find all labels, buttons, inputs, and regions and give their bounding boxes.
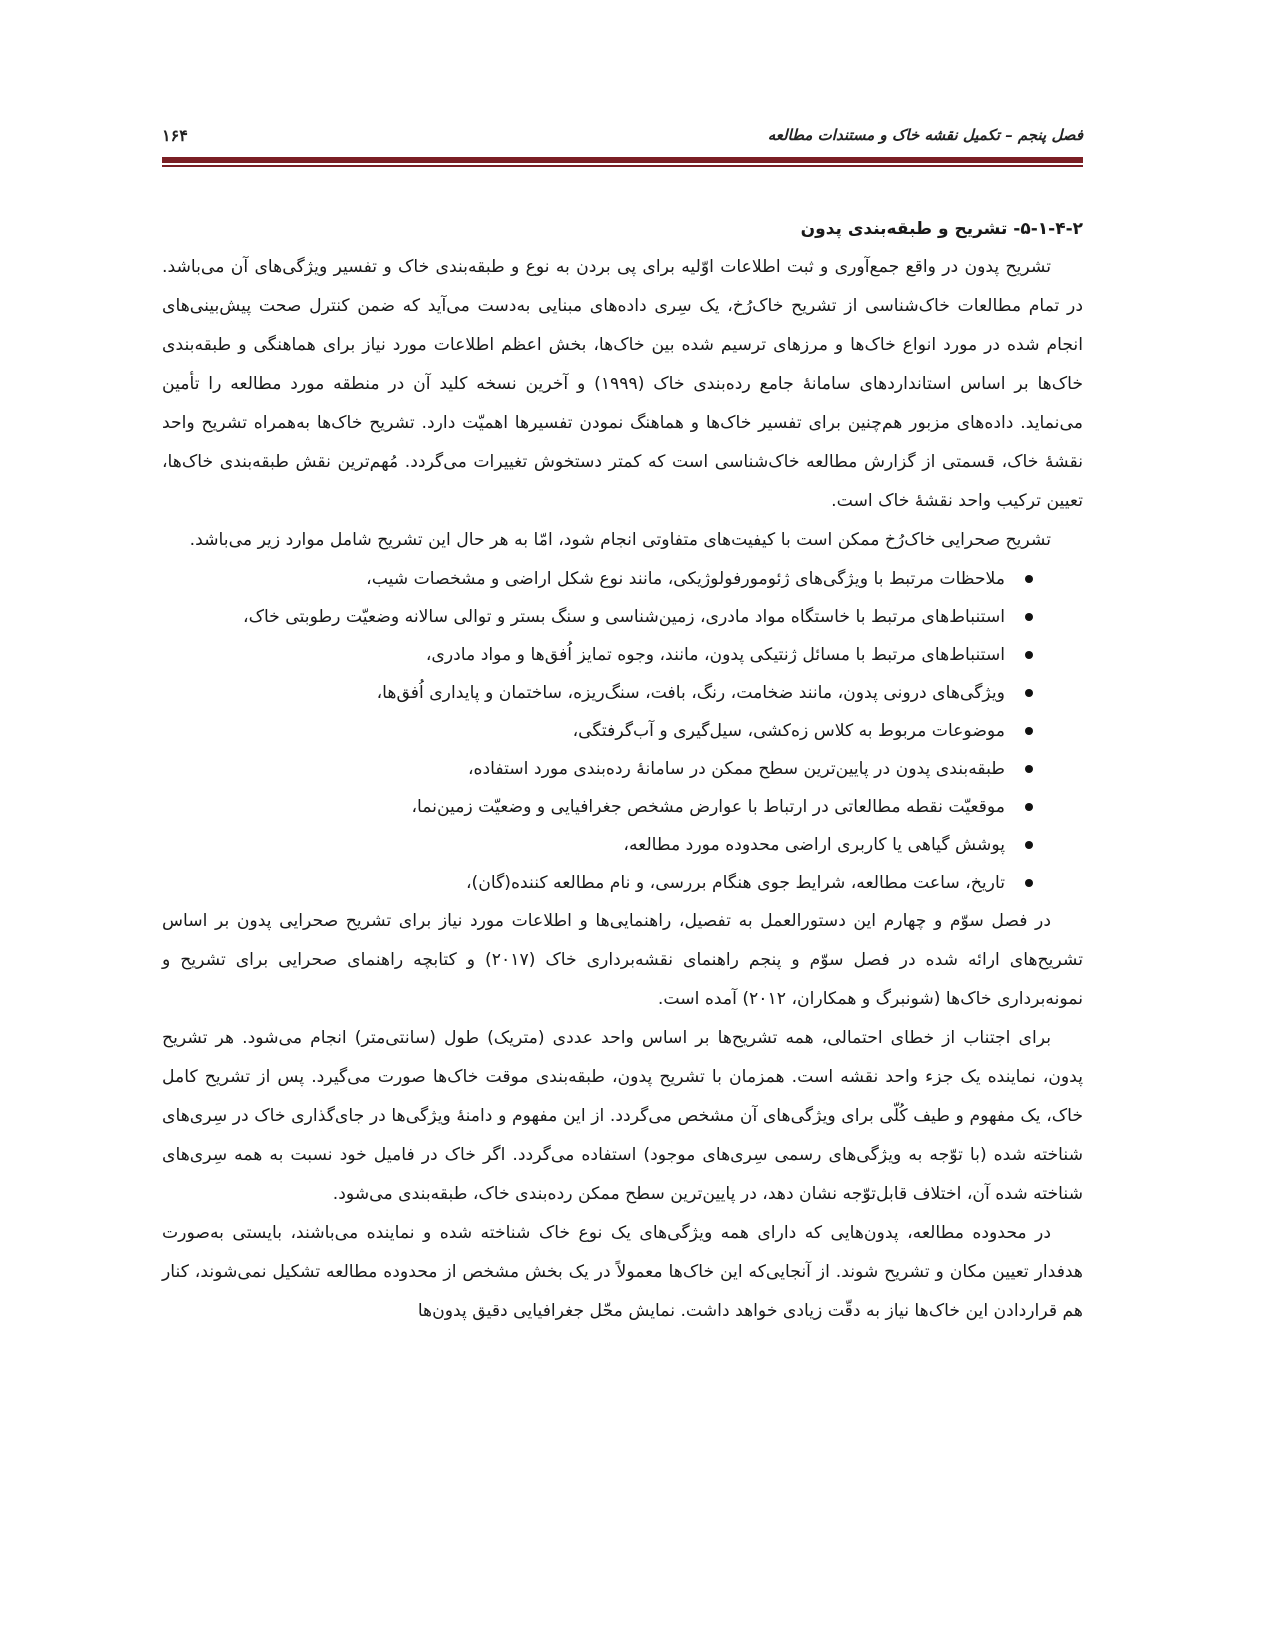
bullet-text: استنباط‌های مرتبط با خاستگاه مواد مادری، زمین‌شناسی و سنگ بستر و توالی سالانه وضعیّت رطوبتی خاک، <box>243 607 1005 627</box>
bullet-icon <box>1025 727 1033 735</box>
bullet-text: موقعیّت نقطه مطالعاتی در ارتباط با عوارض مشخص جغرافیایی و وضعیّت زمین‌نما، <box>411 797 1005 817</box>
bullet-item <box>162 636 1033 674</box>
bullet-icon <box>1025 613 1033 621</box>
paragraph-units: برای اجتناب از خطای احتمالی، همه تشریح‌ها بر اساس واحد عددی (متریک) طول (سانتی‌متر) انجام می‌شود. هر تشریح پدون، نماینده یک جزء واحد نقشه است. همزمان با تشریح پدون، طبقه‌بندی موقت خاک‌ها صورت می‌گیرد. پس از تشریح کامل خاک، یک مفهوم و طیف کُلّی برای ویژگی‌های آن مشخص می‌گردد. از این مفهوم و دامنهٔ ویژگی‌ها در جای‌گذاری خاک در سِری‌های شناخته شده (با توّجه به ویژگی‌های رسمی سِری‌های موجود) استفاده می‌گردد. اگر خاک در فامیل خود نسبت به همه سِری‌های شناخته شده آن، اختلاف قابل‌توّجه نشان دهد، در پایین‌ترین سطح ممکن رده‌بندی خاک، طبقه‌بندی می‌شود. <box>162 1028 1083 1204</box>
bullet-item <box>162 674 1033 712</box>
header-rule-thin <box>162 165 1083 167</box>
running-header <box>162 122 1083 152</box>
page-number: ۱۶۴ <box>162 126 188 145</box>
bullet-icon <box>1025 689 1033 697</box>
bullet-text: ملاحظات مرتبط با ویژگی‌های ژئومورفولوژیکی، مانند نوع شکل اراضی و مشخصات شیب، <box>366 569 1005 589</box>
bullet-icon <box>1025 651 1033 659</box>
bullet-item <box>162 560 1033 598</box>
bullet-item <box>162 788 1033 826</box>
bullet-list <box>162 560 1083 902</box>
bullet-text: پوشش گیاهی یا کاربری اراضی محدوده مورد مطالعه، <box>623 835 1005 855</box>
paragraph-study-area: در محدوده مطالعه، پدون‌هایی که دارای همه ویژگی‌های یک نوع خاک شناخته شده و نماینده می‌باشند، بایستی به‌صورت هدفدار تعیین مکان و تشریح شوند. از آنجایی‌که این خاک‌ها معمولاً در یک بخش مشخص از محدوده مطالعه تشکیل نمی‌شوند، کنار هم قراردادن این خاک‌ها نیاز به دقّت زیادی خواهد داشت. نمایش محّل جغرافیایی دقیق پدون‌ها <box>162 1223 1083 1321</box>
bullet-text: موضوعات مربوط به کلاس زه‌کشی، سیل‌گیری و آب‌گرفتگی، <box>572 721 1005 741</box>
bullet-item <box>162 826 1033 864</box>
bullet-icon <box>1025 765 1033 773</box>
bullet-text: استنباط‌های مرتبط با مسائل ژنتیکی پدون، مانند، وجوه تمایز اُفق‌ها و مواد مادری، <box>425 645 1005 665</box>
chapter-title: فصل پنجم – تکمیل نقشه خاک و مستندات مطالعه <box>767 126 1083 144</box>
body-content <box>162 212 1083 1331</box>
bullet-item <box>162 712 1033 750</box>
paragraph-field-description: تشریح صحرایی خاک‌رُخ ممکن است با کیفیت‌های متفاوتی انجام شود، امّا به هر حال این تشریح شامل موارد زیر می‌باشد. <box>189 530 1051 550</box>
bullet-text: ویژگی‌های درونی پدون، مانند ضخامت، رنگ، بافت، سنگ‌ریزه، ساختمان و پایداری اُفق‌ها، <box>376 683 1005 703</box>
bullet-icon <box>1025 879 1033 887</box>
bullet-item <box>162 750 1033 788</box>
paragraph-intro: تشریح پدون در واقع جمع‌آوری و ثبت اطلاعات اوّلیه برای پی بردن به نوع و طبقه‌بندی خاک و تفسیر ویژگی‌های آن می‌باشد. در تمام مطالعات خاک‌شناسی از تشریح خاک‌رُخ، یک سِری داده‌های مبنایی به‌دست می‌آید که ضمن کنترل صحت پیش‌بینی‌های انجام شده در مورد انواع خاک‌ها و مرزهای ترسیم شده بین خاک‌ها، بخش اعظم اطلاعات مورد نیاز برای هماهنگی و طبقه‌بندی خاک‌ها بر اساس استانداردهای سامانهٔ جامع رده‌بندی خاک (۱۹۹۹) و آخرین نسخه کلید آن در منطقه مورد مطالعه را تأمین می‌نماید. داده‌های مزبور هم‌چنین برای تفسیر خاک‌ها و هماهنگ نمودن تفسیرها اهمیّت دارد. تشریح خاک‌ها به‌همراه تشریح واحد نقشهٔ خاک، قسمتی از گزارش مطالعه خاک‌شناسی است که کمتر دستخوش تغییرات می‌گردد. مُهم‌ترین نقش طبقه‌بندی خاک‌ها، تعیین ترکیب واحد نقشهٔ خاک است. <box>162 257 1083 511</box>
bullet-icon <box>1025 575 1033 583</box>
bullet-icon <box>1025 841 1033 849</box>
bullet-text: طبقه‌بندی پدون در پایین‌ترین سطح ممکن در سامانهٔ رده‌بندی مورد استفاده، <box>467 759 1005 779</box>
paragraph-guidelines: در فصل سوّم و چهارم این دستورالعمل به تفصیل، راهنمایی‌ها و اطلاعات مورد نیاز برای تشریح صحرایی پدون بر اساس تشریح‌های ارائه شده در فصل سوّم و پنجم راهنمای نقشه‌برداری خاک (۲۰۱۷) و کتابچه راهنمای صحرایی برای تشریح و نمونه‌برداری خاک‌ها (شونبرگ و همکاران، ۲۰۱۲) آمده است. <box>162 911 1083 1009</box>
bullet-item <box>162 864 1033 902</box>
header-rule-thick <box>162 157 1083 163</box>
bullet-icon <box>1025 803 1033 811</box>
bullet-text: تاریخ، ساعت مطالعه، شرایط جوی هنگام بررسی، و نام مطالعه کننده(گان)، <box>466 873 1005 893</box>
section-heading: ۵-۱-۴-۲- تشریح و طبقه‌بندی پدون <box>800 219 1083 239</box>
bullet-item <box>162 598 1033 636</box>
